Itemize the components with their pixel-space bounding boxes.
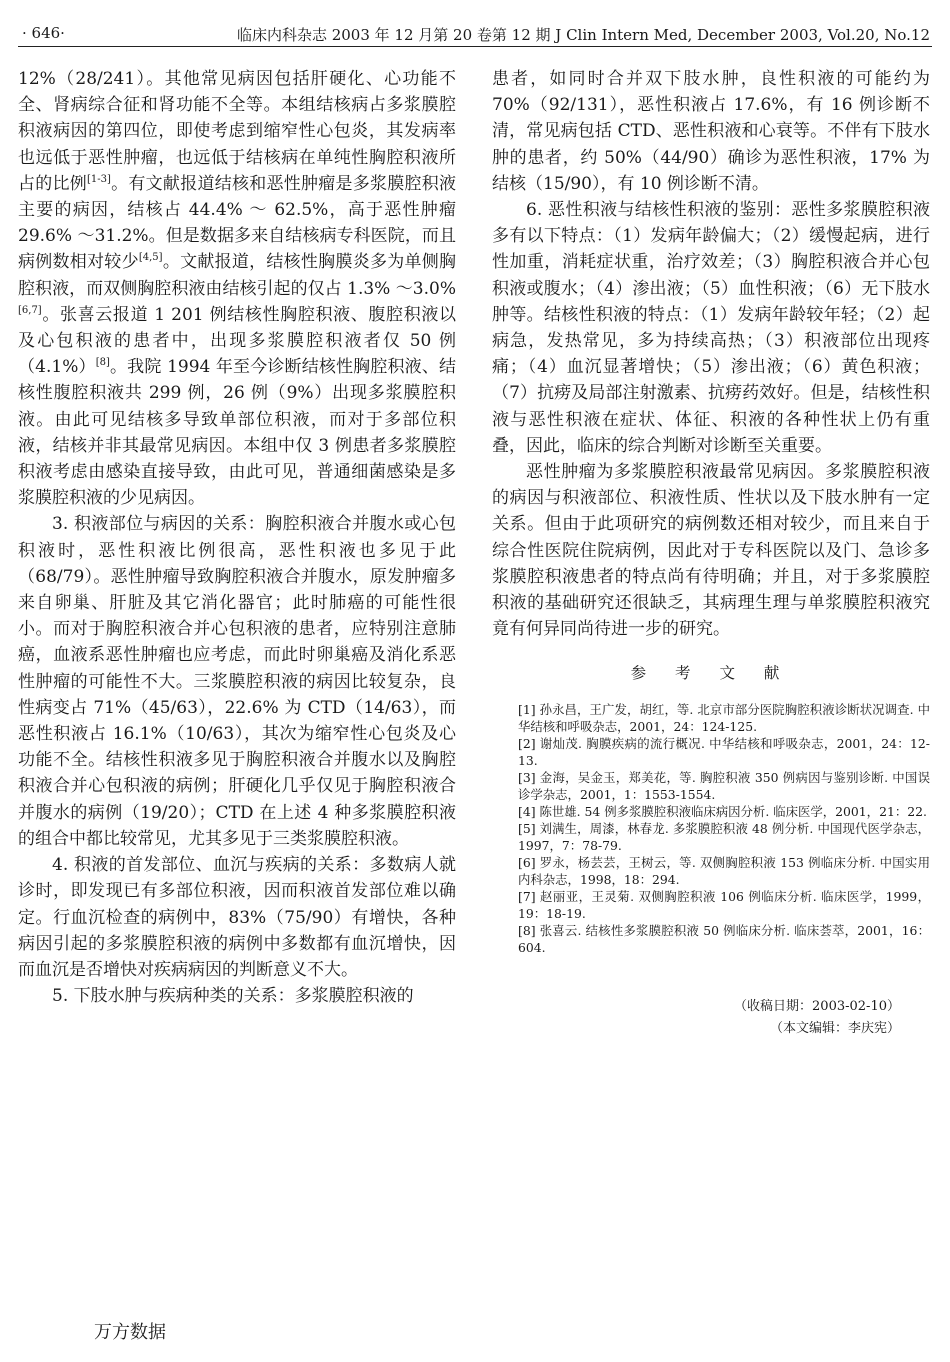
reference-item: [8] 张喜云. 结核性多浆膜腔积液 50 例临床分析. 临床荟萃，2001，16：604. [518,922,930,955]
received-date: （收稿日期：2003-02-10） [734,998,900,1014]
reference-item: [2] 谢灿茂. 胸膜疾病的流行概况. 中华结核和呼吸杂志，2001，24：12-13. [518,735,930,768]
paragraph-differential: 6. 恶性积液与结核性积液的鉴别：恶性多浆膜腔积液多有以下特点：（1）发病年龄偏大；（2）缓慢起病，进行性加重，消耗症状重，治疗效差；（3）胸腔积液合并心包积液或腹水；（4）渗出液；（5）血性积液；（6）无下肢水肿等。结核性积液的特点：（1）发病年龄较年轻；（2）起病急，发热常见，多为持续高热；（3）积液部位出现疼痛；（4）血沉显著增快；（5）渗出液；（6）黄色积液；（7）抗痨及局部注射激素、抗痨药效好。但是，结核性积液与恶性积液在症状、体征、积液的各种性状上仍有重叠，因此，临床的综合判断对诊断至关重要。 [492,200,930,456]
citation-ref: [8] [95,357,110,369]
paragraph-esr: 4. 积液的首发部位、血沉与疾病的关系：多数病人就诊时，即发现已有多部位积液，因而积液首发部位难以确定。行血沉检查的病例中，83%（75/90）有增快，各种病因引起的多浆膜腔积液的病例中多数都有血沉增快，因而血沉是否增快对疾病病因的判断意义不大。 [18,855,456,980]
paragraph-edema-cont: 患者，如同时合并双下肢水肿，良性积液的可能约为 70%（92/131），恶性积液占 17.6%，有 16 例诊断不清，常见病包括 CTD、恶性积液和心衰等。不伴有下肢水肿的患者，约 50%（44/90）确诊为恶性积液，17% 为结核（15/90），有 10 例诊断不清。 [492,69,930,194]
reference-item: [4] 陈世雄. 54 例多浆膜腔积液临床病因分析. 临床医学，2001，21：22. [518,803,927,819]
left-column [18,66,456,1009]
reference-item: [7] 赵丽亚，王灵菊. 双侧胸腔积液 106 例临床分析. 临床医学，1999，19：18-19. [518,888,930,921]
reference-item: [3] 金海，吴金玉，郑美花，等. 胸腔积液 350 例病因与鉴别诊断. 中国误诊学杂志，2001，1：1553-1554. [518,769,930,802]
page-header [18,16,932,47]
right-column [492,66,930,1040]
page-number: · 646· [22,24,65,42]
references-heading: 参 考 文 献 [630,664,792,683]
paragraph-site-etiology: 3. 积液部位与病因的关系：胸腔积液合并腹水或心包积液时，恶性积液比例很高，恶性积液也多见于此（68/79）。恶性肿瘤导致胸腔积液合并腹水，原发肿瘤多来自卵巢、肝脏及其它消化器官；此时肺癌的可能性很小。而对于胸腔积液合并心包积液的患者，应特别注意肺癌，血液系恶性肿瘤也应考虑，而此时卵巢癌及消化系恶性肿瘤的可能性不大。三浆膜腔积液的病因比较复杂，良性病变占 71%（45/63），22.6% 为 CTD（14/63），而恶性积液占 16.1%（10/63），其次为缩窄性心包炎及心功能不全。结核性积液多见于胸腔积液合并腹水以及胸腔积液合并心包积液的病例；肝硬化几乎仅见于胸腔积液合并腹水的病例（19/20）；CTD 在上述 4 种多浆膜腔积液的组合中都比较常见，尤其多见于三类浆膜腔积液。 [18,514,456,849]
paragraph-etiology: 12%（28/241）。其他常见病因包括肝硬化、心功能不全、肾病综合征和肾功能不全等。本组结核病占多浆膜腔积液病因的第四位，即使考虑到缩窄性心包炎，其发病率也远低于恶性肿瘤，也远低于结核病在单纯性胸腔积液所占的比例[1-3]。有文献报道结核和恶性肿瘤是多浆膜腔积液主要的病因，结核占 44.4% ～ 62.5%，高于恶性肿瘤 29.6% ～31.2%。但是数据多来自结核病专科医院，而且病例数相对较少[4,5]。文献报道，结核性胸膜炎多为单侧胸腔积液，而双侧胸腔积液由结核引起的仅占 1.3% ～3.0%[6,7]。张喜云报道 1 201 例结核性胸腔积液、腹腔积液以及心包积液的患者中，出现多浆膜腔积液者仅 50 例（4.1%）[8]。我院 1994 年至今诊断结核性胸腔积液、结核性腹腔积液共 299 例，26 例（9%）出现多浆膜腔积液。由此可见结核多导致单部位积液，而对于多部位积液，结核并非其最常见病因。本组中仅 3 例患者多浆膜腔积液考虑由感染直接导致，由此可见，普通细菌感染是多浆膜腔积液的少见病因。 [18,69,457,509]
citation-ref: [1-3] [87,173,111,185]
paragraph-edema: 5. 下肢水肿与疾病种类的关系：多浆膜腔积液的 [52,986,414,1007]
reference-item: [6] 罗永，杨芸芸，王树云，等. 双侧胸腔积液 153 例临床分析. 中国实用内科杂志，1998，18：294. [518,854,930,887]
watermark-text: 万方数据 [94,1322,166,1343]
citation-ref: [6,7] [18,304,42,316]
editor-note: （本文编辑：李庆宪） [769,1020,900,1036]
citation-ref: [4,5] [138,252,163,264]
paragraph-conclusion: 恶性肿瘤为多浆膜腔积液最常见病因。多浆膜腔积液的病因与积液部位、积液性质、性状以及下肢水肿有一定关系。但由于此项研究的病例数还相对较少，而且来自于综合性医院住院病例，因此对于专科医院以及门、急诊多浆膜腔积液患者的特点尚有待明确；并且，对于多浆膜腔积液的基础研究还很缺乏，其病理生理与单浆膜腔积液究竟有何异同尚待进一步的研究。 [492,462,930,640]
journal-citation: 临床内科杂志 2003 年 12 月第 20 卷第 12 期 J Clin Intern Med, December 2003, Vol.20, No.12 [236,26,930,44]
reference-list [492,701,930,956]
reference-item: [1] 孙永昌，王广发，胡红，等. 北京市部分医院胸腔积液诊断状况调查. 中华结核和呼吸杂志，2001，24：124-125. [518,701,930,734]
reference-item: [5] 刘满生，周漆，林春龙. 多浆膜腔积液 48 例分析. 中国现代医学杂志，1997，7：78-79. [518,820,930,853]
